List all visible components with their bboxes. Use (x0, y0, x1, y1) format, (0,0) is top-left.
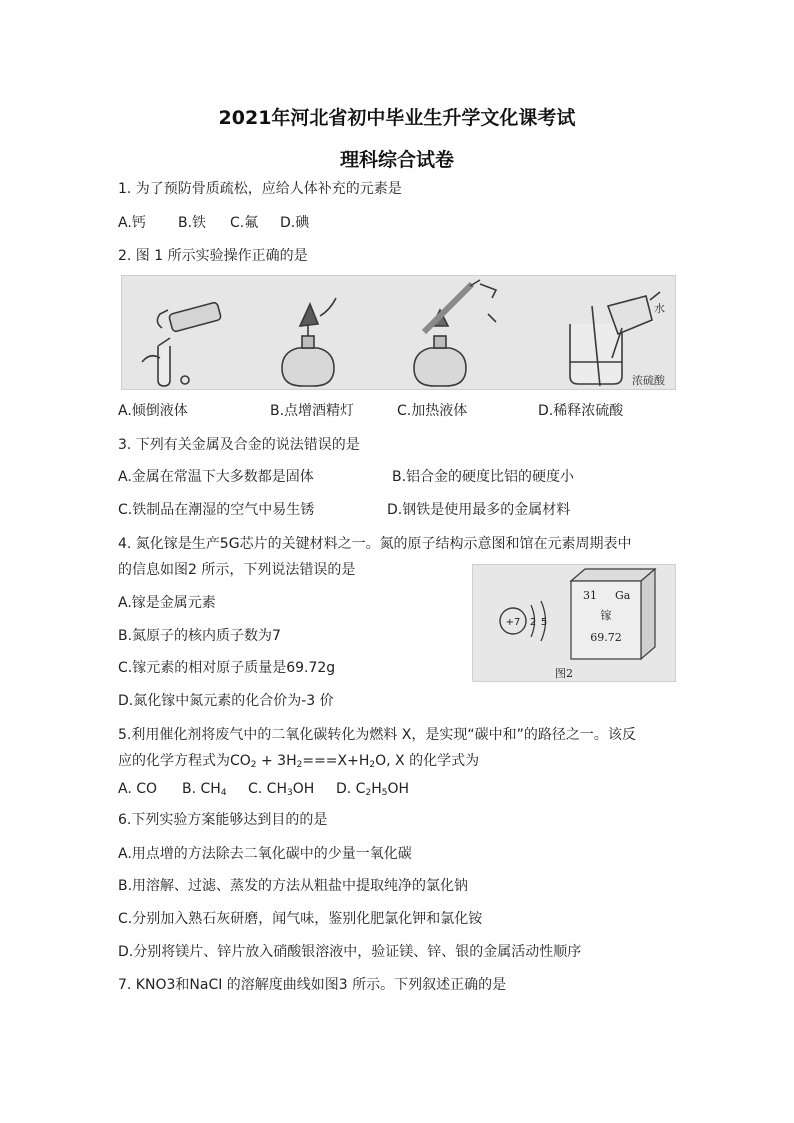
question-1-option-c: C.氟 (230, 215, 259, 231)
element-name: 镓 (600, 609, 612, 622)
question-5-stem-line-1: 5.利用催化剂将废气中的二氧化碳转化为燃料 X，是实现“碳中和”的路径之一。该反 (118, 727, 636, 743)
question-5-stem-line-2: 应的化学方程式为$CO_2 + 3H_2===X+H_2O$, X 的化学式为 (118, 753, 480, 770)
question-6-stem: 6.下列实验方案能够达到目的的是 (118, 812, 328, 828)
shell-2-electrons: 5 (540, 617, 548, 628)
figure-2-caption: 图2 (555, 667, 573, 680)
question-2-option-a: A.倾倒液体 (118, 403, 188, 419)
figure-1-lab-operations (121, 275, 676, 390)
question-5-option-d: D. $C_2H_5OH$ (336, 781, 410, 798)
exam-title: 2021年河北省初中毕业生升学文化课考试 (218, 107, 576, 129)
question-2-option-c: C.加热液体 (397, 403, 468, 419)
figure-2-drawing (473, 565, 676, 682)
question-2-option-d: D.稀释浓硫酸 (538, 403, 624, 419)
heating-liquid-illustration (414, 280, 496, 386)
figure-1-drawing (122, 276, 676, 390)
question-1-stem: 1. 为了预防骨质疏松，应给人体补充的元素是 (118, 181, 402, 197)
question-7-stem: 7. KNO3和NaCI 的溶解度曲线如图3 所示。下列叙述正确的是 (118, 977, 507, 993)
question-3-option-c: C.铁制品在潮湿的空气中易生锈 (118, 502, 315, 518)
question-3-option-d: D.钢铁是使用最多的金属材料 (387, 502, 571, 518)
question-6-option-d: D.分别将镁片、锌片放入硝酸银溶液中，验证镁、锌、银的金属活动性顺序 (118, 944, 582, 960)
nucleus-charge: +7 (505, 617, 521, 628)
question-2-stem: 2. 图 1 所示实验操作正确的是 (118, 248, 308, 264)
question-4-option-b: B.氮原子的核内质子数为7 (118, 628, 281, 644)
question-6-option-c: C.分别加入熟石灰研磨，闻气味，鉴别化肥氯化钾和氯化铵 (118, 911, 483, 927)
question-4-option-a: A.镓是金属元素 (118, 595, 216, 611)
atomic-mass: 69.72 (590, 631, 622, 644)
element-symbol: Ga (615, 589, 631, 602)
question-4-option-d: D.氮化镓中氮元素的化合价为-3 价 (118, 693, 334, 709)
alcohol-lamp-illustration (282, 298, 336, 386)
question-1-option-a: A.钙 (118, 215, 146, 231)
exam-subtitle: 理科综合试卷 (339, 149, 454, 171)
figure-1-acid-label: 浓硫酸 (632, 374, 665, 387)
diluting-acid-illustration (570, 292, 660, 386)
figure-1-water-label: 水 (654, 302, 665, 315)
question-2-option-b: B.点增酒精灯 (270, 403, 355, 419)
question-5-option-c: C. $CH_3OH$ (248, 781, 315, 798)
question-5-option-b: B. $CH_4$ (182, 781, 227, 798)
question-3-stem: 3. 下列有关金属及合金的说法错误的是 (118, 437, 360, 453)
question-1-option-d: D.碘 (280, 215, 310, 231)
atomic-number: 31 (583, 589, 597, 602)
question-1-option-b: B.铁 (178, 215, 207, 231)
shell-1-electrons: 2 (529, 617, 537, 628)
question-5-option-a: A. CO (118, 781, 158, 797)
question-6-option-b: B.用溶解、过滤、蒸发的方法从粗盐中提取纯净的氯化钠 (118, 878, 469, 894)
cell-box-side (641, 569, 655, 659)
question-4-stem-line-2: 的信息如图2 所示，下列说法错误的是 (118, 562, 356, 578)
question-6-option-a: A.用点增的方法除去二氧化碳中的少量一氧化碳 (118, 846, 412, 862)
question-3-option-a: A.金属在常温下大多数都是固体 (118, 469, 314, 485)
figure-2-atom-and-periodic-cell (472, 564, 676, 682)
question-4-stem-line-1: 4. 氮化镓是生产5G芯片的关键材料之一。氮的原子结构示意图和馆在元素周期表中 (118, 536, 632, 552)
pouring-liquid-illustration (142, 302, 221, 386)
question-3-option-b: B.铝合金的硬度比铝的硬度小 (392, 469, 575, 485)
question-4-option-c: C.镓元素的相对原子质量是69.72g (118, 660, 336, 676)
